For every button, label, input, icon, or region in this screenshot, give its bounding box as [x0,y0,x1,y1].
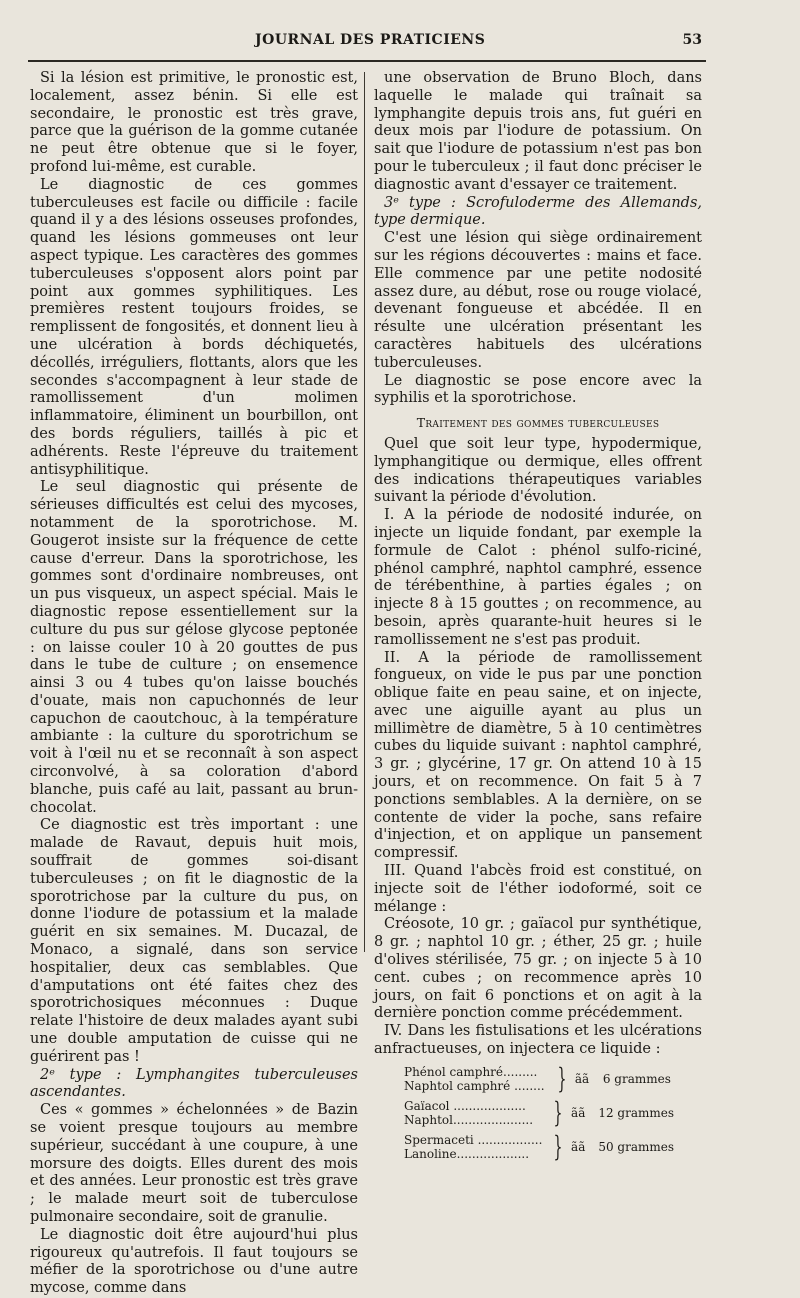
paragraph: Créosote, 10 gr. ; gaïacol pur synthétique, 8 gr. ; naphtol 10 gr. ; éther, 25 gr. ; huile d'olives stérilisée, 75 gr. ; on injecte 5 à 10 cent. cubes ; on recommence après 10 jours, on fait 6 ponctions et on agit à la dernière ponction comme précédemment. [374,916,702,1022]
formula-group [374,1095,674,1129]
page-header [0,32,800,54]
formula-item: Spermaceti ................. [404,1132,543,1147]
column-divider [364,72,365,952]
formula-quantity: 6 grammes [602,1071,671,1086]
paragraph: III. Quand l'abcès froid est constitué, on injecte soit de l'éther iodoformé, soit ce mélange : [374,863,702,915]
paragraph: Ces « gommes » échelonnées » de Bazin se voient presque toujours au membre supérieur, succédant à une coupure, à une morsure des doigts. Elles durent des mois et des années. Leur pronostic est très grave ; le malade meurt soit de tuberculose pulmonaire secondaire, soit de granulie. [30,1102,358,1225]
formula-item: Naphtol..................... [404,1112,534,1127]
paragraph: C'est une lésion qui siège ordinairement sur les régions découvertes : mains et face. Elle commence par une petite nodosité assez dure, au début, rose ou rouge violacé, devenant fongueuse et abcédée. Il en résulte une ulcération présentant les caractères habituels des ulcérations tuberculeuses. [374,230,702,371]
formula-item: Phénol camphré......... [404,1064,538,1079]
paragraph: Si la lésion est primitive, le pronostic est, localement, assez bénin. Si elle est secondaire, le pronostic est très grave, parce que la guérison de la gomme cutanée ne peut être obtenue que si le foyer, profond lui-même, est curable. [30,70,358,175]
paragraph: Le seul diagnostic qui présente de sérieuses difficultés est celui des mycoses, notamment de la sporotrichose. M. Gougerot insiste sur la fréquence de cette cause d'erreur. Dans la sporotrichose, les gommes sont d'ordinaire nombreuses, ont un pus visqueux, un aspect spécial. Mais le diagnostic repose essentiellement sur la culture du pus sur gélose glycose peptonée : on laisse couler 10 à 20 gouttes de pus dans le tube de culture ; on ensemence ainsi 3 ou 4 tubes qu'on laisse bouchés d'ouate, mais non capuchonnés de leur capuchon de caoutchouc, à la température ambiante : la culture du sporotrichum se voit à l'œil nu et se reconnaît à son aspect circonvolvé, à sa coloration d'abord blanche, puis café au lait, passant au brun-chocolat. [30,479,358,816]
brace: } [553,1129,563,1163]
section-subheading: 3ᵉ type : Scrofuloderme des Allemands, type dermique. [374,194,702,229]
paragraph: Le diagnostic de ces gommes tuberculeuses est facile ou difficile : facile quand il y a des lésions osseuses profondes, quand les lésions gommeuses ont leur aspect typique. Les caractères des gommes tuberculeuses s'opposent alors point par point aux gommes syphilitiques. Les premières restent toujours froides, se remplissent de fongosités, et donnent lieu à une ulcération à bords déchiquetés, décollés, irréguliers, flottants, alors que les secondes s'accompagnent à leur stade de ramollissement d'un molimen inflammatoire, éliminent un bourbillon, ont des bords réguliers, taillés à pic et adhérents. Reste l'épreuve du traitement antisyphilitique. [30,176,358,478]
paragraph: Quel que soit leur type, hypodermique, lymphangitique ou dermique, elles offrent des indications thérapeutiques variables suivant la période d'évolution. [374,435,702,506]
formula-group [374,1061,674,1095]
page-number: 53 [682,32,702,48]
running-title: JOURNAL DES PRATICIENS [255,32,486,48]
formula-item: Naphtol camphré ........ [404,1078,545,1093]
formula-aa: ãã [574,1071,590,1086]
section-heading: Traitement des gommes tuberculeuses [416,415,660,431]
formula-table [374,1061,674,1163]
paragraph: I. A la période de nodosité indurée, on injecte un liquide fondant, par exemple la formule de Calot : phénol sulfo-riciné, phénol camphré, naphtol camphré, essence de térébenthine, à parties égales ; on injecte 8 à 15 gouttes ; on recommence, au besoin, après quarante-huit heures si le ramollissement ne s'est pas produit. [374,507,702,648]
paragraph: une observation de Bruno Bloch, dans laquelle le malade qui traînait sa lymphangite depuis trois ans, fut guéri en deux mois par l'iodure de potassium. On sait que l'iodure de potassium n'est pas bon pour le tuberculeux ; il faut donc préciser le diagnostic avant d'essayer ce traitement. [374,70,702,193]
formula-item: Lanoline................... [404,1146,530,1161]
left-column [30,70,358,1298]
header-rule [28,60,706,62]
paragraph: II. A la période de ramollissement fongueux, on vide le pus par une ponction oblique faite en peau saine, et on injecte, avec une aiguille ayant au plus un millimètre de diamètre, 5 à 10 centimètres cubes du liquide suivant : naphtol camphré, 3 gr. ; glycérine, 17 gr. On attend 10 à 15 jours, et on recommence. On fait 5 à 7 ponctions semblables. A la dernière, on se contente de vider la poche, sans refaire d'injection, et on applique un pansement compressif. [374,649,702,862]
right-column [374,70,702,1167]
brace: } [553,1095,563,1129]
section-subheading: 2ᵉ type : Lymphangites tuberculeuses ascendantes. [30,1066,358,1101]
brace: } [557,1061,567,1095]
paragraph: Ce diagnostic est très important : une malade de Ravaut, depuis huit mois, souffrait de gommes soi-disant tuberculeuses ; on fit le diagnostic de la sporotrichose par la culture du pus, on donne l'iodure de potassium et la malade guérit en six semaines. M. Ducazal, de Monaco, a signalé, dans son service hospitalier, deux cas semblables. Que d'amputations ont été faites chez des sporotrichosiques méconnues : Duque relate l'histoire de deux malades ayant subi une double amputation de cuisse qui ne guérirent pas ! [30,817,358,1065]
paragraph: Le diagnostic doit être aujourd'hui plus rigoureux qu'autrefois. Il faut toujours se méfier de la sporotrichose ou d'une autre mycose, comme dans [30,1226,358,1297]
formula-aa: ãã [571,1105,586,1120]
formula-quantity: 50 grammes [598,1139,674,1154]
paragraph: IV. Dans les fistulisations et les ulcérations anfractueuses, on injectera ce liquide : [374,1023,702,1058]
formula-aa: ãã [571,1139,586,1154]
formula-group [374,1129,674,1163]
formula-item: Gaïacol ................... [404,1098,526,1113]
formula-quantity: 12 grammes [598,1105,674,1120]
paragraph: Le diagnostic se pose encore avec la syphilis et la sporotrichose. [374,372,702,407]
